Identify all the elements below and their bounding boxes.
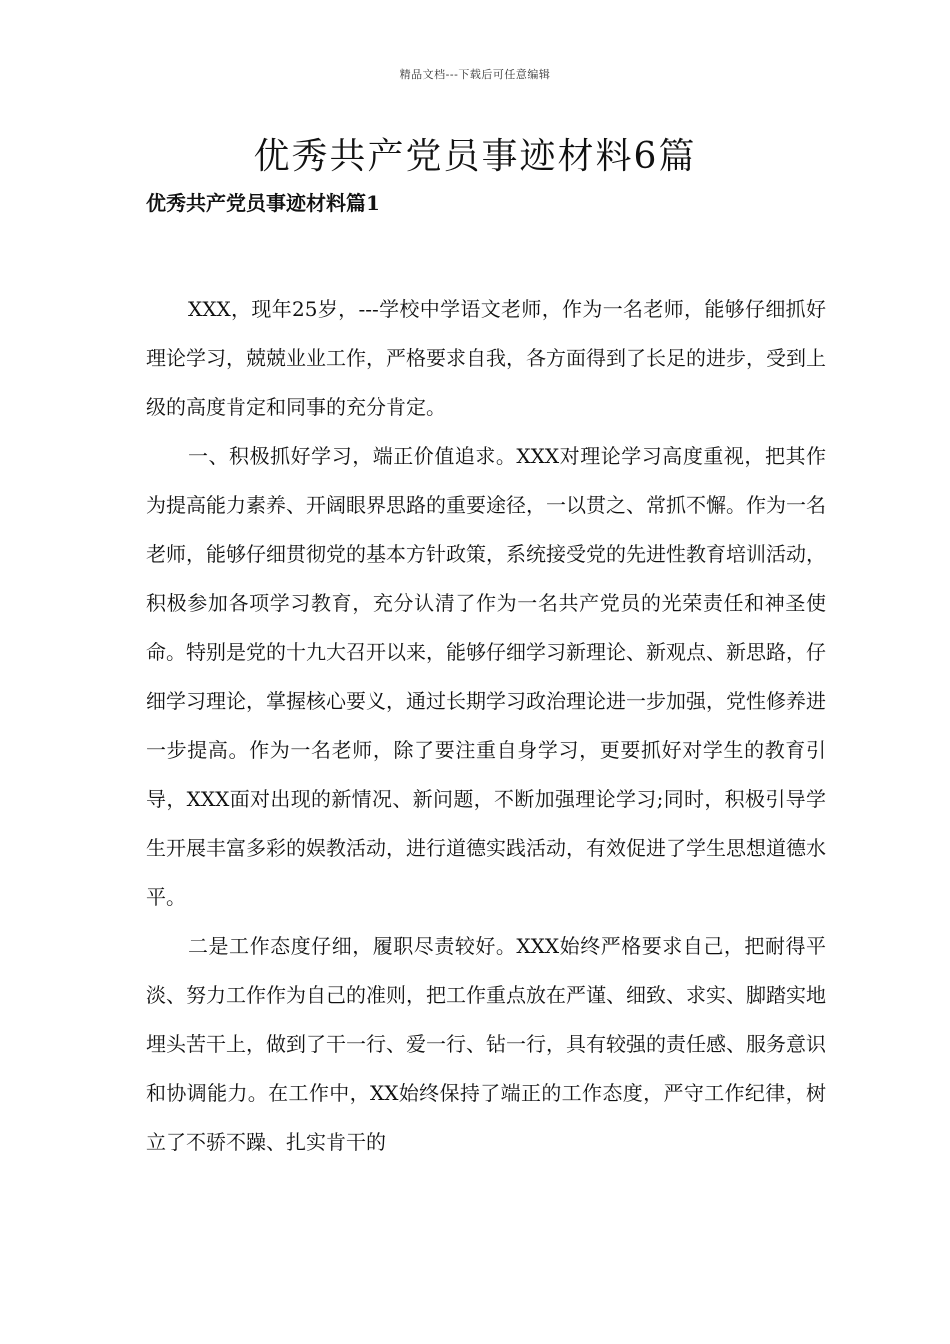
paragraph-work-attitude: 二是工作态度仔细，履职尽责较好。XXX始终严格要求自己，把耐得平淡、努力工作作为自己的准则，把工作重点放在严谨、细致、求实、脚踏实地埋头苦干上，做到了干一行、爱一行、钻一行，具有较强的责任感、服务意识和协调能力。在工作中，XX始终保持了端正的工作态度，严守工作纪律，树立了不骄不躁、扎实肯干的 xyxy=(146,934,826,1154)
paragraph-study: 一、积极抓好学习，端正价值追求。XXX对理论学习高度重视，把其作为提高能力素养、开阔眼界思路的重要途径，一以贯之、常抓不懈。作为一名老师，能够仔细贯彻党的基本方针政策，系统接受党的先进性教育培训活动，积极参加各项学习教育，充分认清了作为一名共产党员的光荣责任和神圣使命。特别是党的十九大召开以来，能够仔细学习新理论、新观点、新思路，仔细学习理论，掌握核心要义，通过长期学习政治理论进一步加强，党性修养进一步提高。作为一名老师，除了要注重自身学习，更要抓好对学生的教育引导，XXX面对出现的新情况、新问题，不断加强理论学习;同时，积极引导学生开展丰富多彩的娱教活动，进行道德实践活动，有效促进了学生思想道德水平。 xyxy=(146,444,826,909)
paragraph-intro: XXX，现年25岁，---学校中学语文老师，作为一名老师，能够仔细抓好理论学习，兢兢业业工作，严格要求自我，各方面得到了长足的进步，受到上级的高度肯定和同事的充分肯定。 xyxy=(146,297,826,419)
section-title: 优秀共产党员事迹材料篇1 xyxy=(146,191,380,215)
document-body xyxy=(146,285,826,1167)
document-title: 优秀共产党员事迹材料6篇 xyxy=(253,136,697,177)
header-note: 精品文档---下载后可任意编辑 xyxy=(399,68,551,81)
